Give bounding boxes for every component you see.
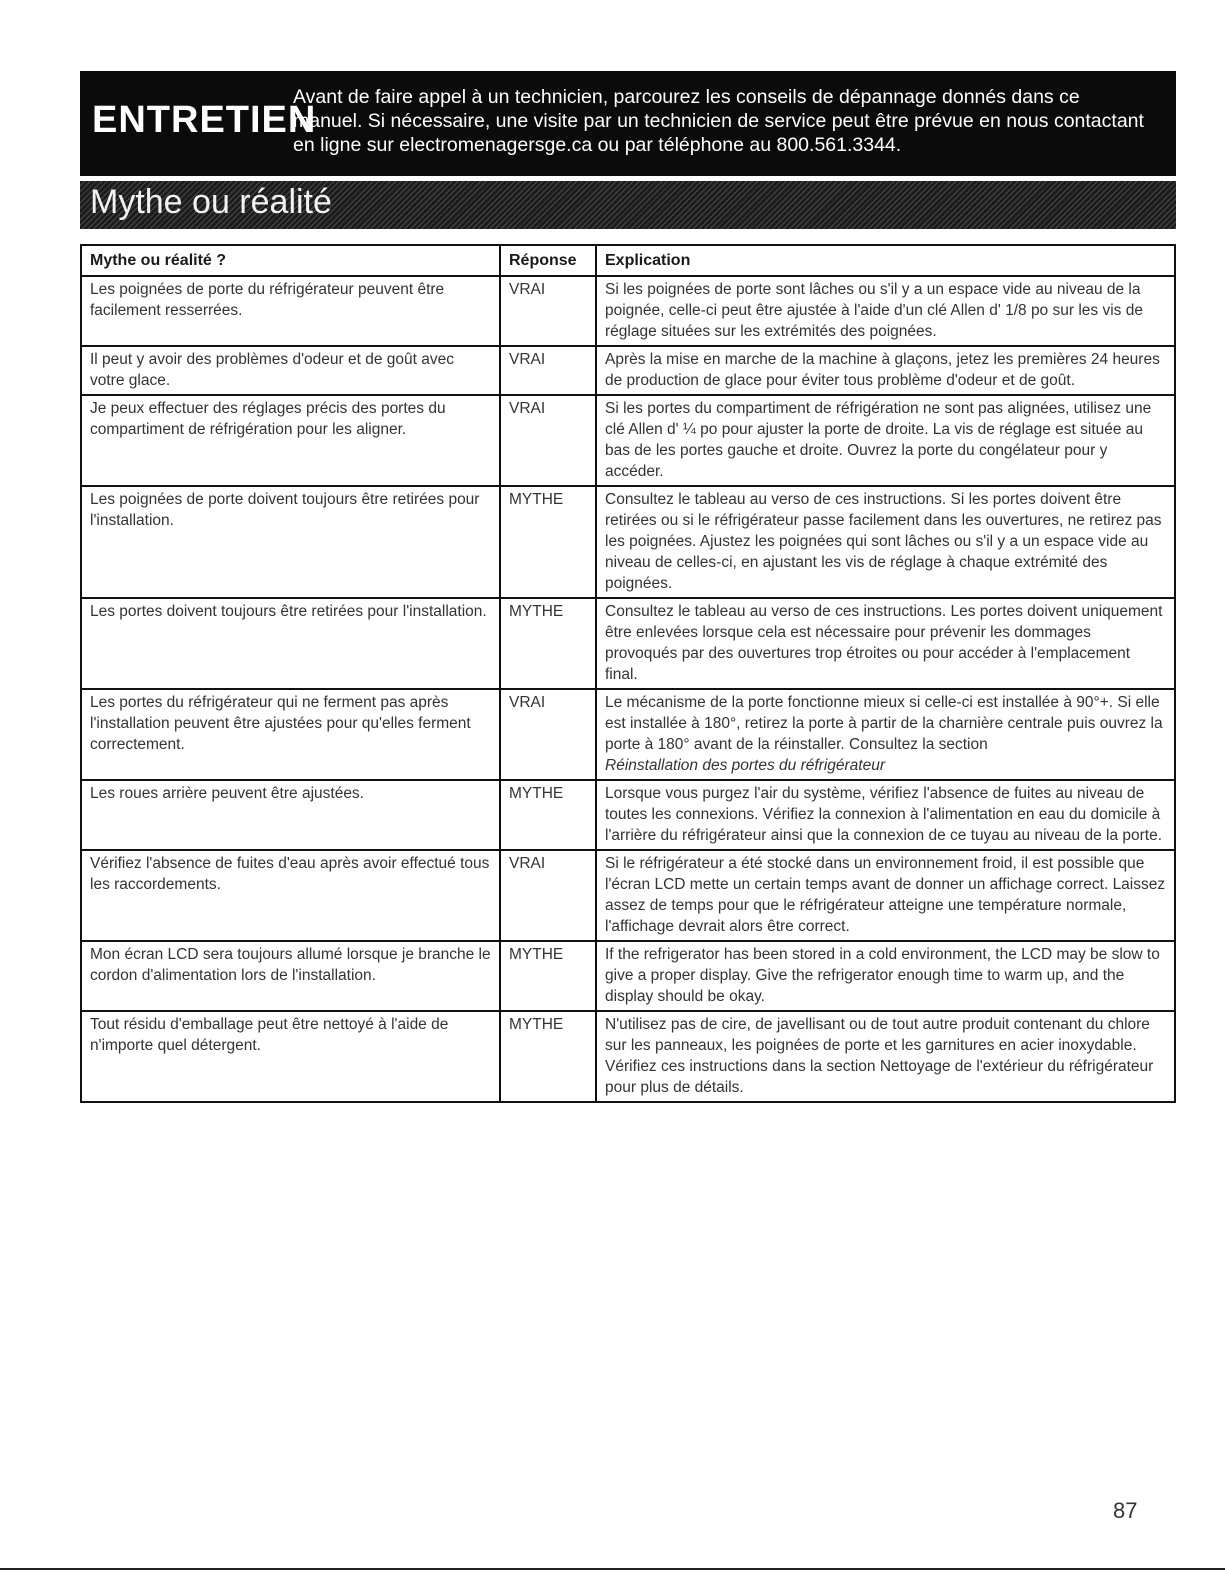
- table-row: [81, 1011, 1175, 1102]
- explanation-cell: Si le réfrigérateur a été stocké dans un environnement froid, il est possible que l'écran LCD mette un certain temps avant de donner un affichage correct. Laissez assez de temps pour que le réfrigérateur atteigne une température normale, l'affichage devrait alors être correct.: [596, 850, 1175, 941]
- table-row: [81, 941, 1175, 1011]
- answer-cell: VRAI: [500, 395, 596, 486]
- explanation-cell: Après la mise en marche de la machine à glaçons, jetez les premières 24 heures de production de glace pour éviter tous problème d'odeur et de goût.: [596, 346, 1175, 395]
- bottom-divider: [0, 1568, 1225, 1570]
- answer-cell: MYTHE: [500, 486, 596, 598]
- myth-cell: Tout résidu d'emballage peut être nettoyé à l'aide de n'importe quel détergent.: [81, 1011, 500, 1102]
- myth-reality-table: [80, 244, 1176, 1103]
- answer-cell: MYTHE: [500, 598, 596, 689]
- explanation-cell: Lorsque vous purgez l'air du système, vérifiez l'absence de fuites au niveau de toutes les connexions. Vérifiez la connexion à l'alimentation en eau du domicile à l'arrière du réfrigérateur ainsi que la connexion de ce tuyau au niveau de la porte.: [596, 780, 1175, 850]
- myth-cell: Il peut y avoir des problèmes d'odeur et de goût avec votre glace.: [81, 346, 500, 395]
- explanation-cell: Si les poignées de porte sont lâches ou s'il y a un espace vide au niveau de la poignée, celle-ci peut être ajustée à l'aide d'un clé Allen d' 1/8 po sur les vis de réglage situées sur les extrémités des poignées.: [596, 276, 1175, 346]
- explanation-cell: Consultez le tableau au verso de ces instructions. Les portes doivent uniquement être enlevées lorsque cela est nécessaire pour prévenir les dommages provoqués par des ouvertures trop étroites ou pour accéder à l'emplacement final.: [596, 598, 1175, 689]
- header-explanation: Explication: [596, 245, 1175, 276]
- table-row: [81, 850, 1175, 941]
- answer-cell: VRAI: [500, 276, 596, 346]
- table-row: [81, 780, 1175, 850]
- page-number: 87: [1113, 1498, 1138, 1523]
- explanation-cell: Consultez le tableau au verso de ces instructions. Si les portes doivent être retirées ou si le réfrigérateur passe facilement dans les ouvertures, ne retirez pas les poignées. Ajustez les poignées qui sont lâches ou s'il y a un espace vide au niveau de celles-ci, en ajustant les vis de réglage à chaque extrémité des poignées.: [596, 486, 1175, 598]
- section-band: [80, 181, 1176, 229]
- explanation-cell: If the refrigerator has been stored in a cold environment, the LCD may be slow to give a proper display. Give the refrigerator enough time to warm up, and the display should be okay.: [596, 941, 1175, 1011]
- table-row: [81, 346, 1175, 395]
- explanation-section-reference: Réinstallation des portes du réfrigérateur: [605, 757, 886, 774]
- myth-cell: Les poignées de porte doivent toujours être retirées pour l'installation.: [81, 486, 500, 598]
- answer-cell: MYTHE: [500, 941, 596, 1011]
- section-title: Mythe ou réalité: [90, 183, 332, 221]
- table-row: [81, 689, 1175, 780]
- table-row: [81, 598, 1175, 689]
- explanation-text: Le mécanisme de la porte fonctionne mieux si celle-ci est installée à 90°+. Si elle est installée à 180°, retirez la porte à partir de la charnière centrale puis ouvrez la porte à 180° avant de la réinstaller. Consultez la section: [605, 694, 1163, 753]
- header-answer: Réponse: [500, 245, 596, 276]
- explanation-cell: [596, 689, 1175, 780]
- answer-cell: VRAI: [500, 346, 596, 395]
- explanation-cell: N'utilisez pas de cire, de javellisant ou de tout autre produit contenant du chlore sur les panneaux, les poignées de porte et les garnitures en acier inoxydable. Vérifiez ces instructions dans la section Nettoyage de l'extérieur du réfrigérateur pour plus de détails.: [596, 1011, 1175, 1102]
- table-header-row: [81, 245, 1175, 276]
- myth-cell: Les portes du réfrigérateur qui ne ferment pas après l'installation peuvent être ajustées pour qu'elles ferment correctement.: [81, 689, 500, 780]
- header-myth: Mythe ou réalité ?: [81, 245, 500, 276]
- myth-cell: Les roues arrière peuvent être ajustées.: [81, 780, 500, 850]
- answer-cell: MYTHE: [500, 1011, 596, 1102]
- myth-cell: Les portes doivent toujours être retirées pour l'installation.: [81, 598, 500, 689]
- header-text: Avant de faire appel à un technicien, parcourez les conseils de dépannage donnés dans ce manuel. Si nécessaire, une visite par un technicien de service peut être prévue en nous contactant en ligne sur electromenagersge.ca ou par téléphone au 800.561.3344.: [293, 86, 1144, 156]
- myth-cell: Je peux effectuer des réglages précis des portes du compartiment de réfrigération pour les aligner.: [81, 395, 500, 486]
- table-row: [81, 276, 1175, 346]
- header-title: ENTRETIEN: [92, 99, 317, 141]
- myth-cell: Mon écran LCD sera toujours allumé lorsque je branche le cordon d'alimentation lors de l'installation.: [81, 941, 500, 1011]
- myth-cell: Les poignées de porte du réfrigérateur peuvent être facilement resserrées.: [81, 276, 500, 346]
- answer-cell: MYTHE: [500, 780, 596, 850]
- myth-cell: Vérifiez l'absence de fuites d'eau après avoir effectué tous les raccordements.: [81, 850, 500, 941]
- answer-cell: VRAI: [500, 689, 596, 780]
- table-row: [81, 486, 1175, 598]
- explanation-cell: Si les portes du compartiment de réfrigération ne sont pas alignées, utilisez une clé Allen d' ¼ po pour ajuster la porte de droite. La vis de réglage est située au bas de les portes gauche et droite. Ouvrez la porte du congélateur pour y accéder.: [596, 395, 1175, 486]
- header-band: [80, 71, 1176, 176]
- answer-cell: VRAI: [500, 850, 596, 941]
- table-row: [81, 395, 1175, 486]
